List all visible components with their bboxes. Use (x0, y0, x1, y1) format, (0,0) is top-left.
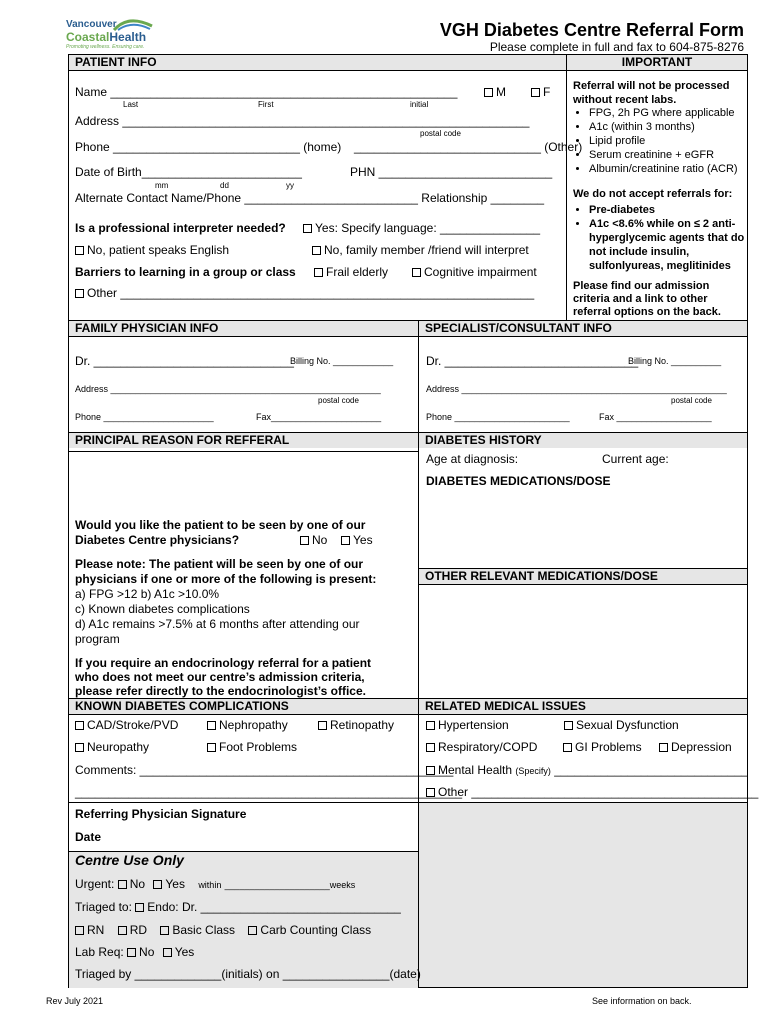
important-lead: Referral will not be processed without recent labs. (573, 80, 730, 106)
barriers-label: Barriers to learning in a group or class (75, 265, 296, 279)
section-patient-info: PATIENT INFO (69, 55, 566, 70)
criteria-d-1: d) A1c remains >7.5% at 6 months after attending our (75, 617, 360, 631)
section-related-issues: RELATED MEDICAL ISSUES (419, 699, 747, 714)
foot-problems-checkbox[interactable]: Foot Problems (207, 740, 297, 754)
specialist-address-field[interactable]: Address _____________________________________________________ (426, 384, 727, 394)
reason-question-2: Diabetes Centre physicians? (75, 533, 240, 547)
diabetes-medications-label: DIABETES MEDICATIONS/DOSE (426, 474, 611, 488)
logo-health: Health (109, 30, 147, 44)
section-other-medications: OTHER RELEVANT MEDICATIONS/DOSE (419, 569, 747, 584)
family-billing-field[interactable]: Billing No. ____________ (290, 356, 394, 366)
label-dd: dd (220, 181, 229, 190)
lab-item: • Albumin/creatinine ratio (ACR) (589, 162, 761, 176)
label-mm: mm (155, 181, 169, 190)
reason-note-2: physicians if one or more of the following is present: (75, 572, 377, 586)
urgent-yes-checkbox[interactable]: Yes (153, 877, 185, 891)
label-postal: postal code (420, 129, 461, 138)
triaged-to-row: Triaged to: Endo: Dr. ______________________________ (75, 900, 401, 914)
section-diabetes-history: DIABETES HISTORY (419, 433, 747, 448)
related-other-checkbox[interactable]: Other ___________________________________________ (426, 785, 758, 799)
retinopathy-checkbox[interactable]: Retinopathy (318, 718, 394, 732)
criteria-d-2: program (75, 632, 120, 646)
depression-checkbox[interactable]: Depression (659, 740, 732, 754)
endo-note-1: If you require an endocrinology referral for a patient (75, 656, 372, 670)
logo-tagline: Promoting wellness. Ensuring care. (66, 44, 145, 50)
phone-home-field[interactable]: Phone ____________________________ (home) (75, 140, 342, 154)
labs-list (573, 106, 761, 176)
specialist-fax-field[interactable]: Fax ___________________ (599, 412, 712, 422)
urgent-no-checkbox[interactable]: No (118, 877, 145, 891)
lab-item: • Lipid profile (589, 134, 761, 148)
label-first: First (258, 100, 274, 109)
label-initial: initial (410, 100, 429, 109)
sexual-dysfunction-checkbox[interactable]: Sexual Dysfunction (564, 718, 679, 732)
lab-item: • FPG, 2h PG where applicable (589, 106, 761, 120)
gi-problems-checkbox[interactable]: GI Problems (563, 740, 642, 754)
exclusion-item: • A1c <8.6% while on ≤ 2 anti-hyperglycemic agents that do not include insulin, sulfonlyureas, meglitinides (589, 217, 761, 273)
neuropathy-checkbox[interactable]: Neuropathy (75, 740, 149, 754)
address-field[interactable]: Address _____________________________________________________________ (75, 114, 530, 128)
lab-req-yes-checkbox[interactable]: Yes (163, 945, 195, 959)
hypertension-checkbox[interactable]: Hypertension (426, 718, 509, 732)
endo-checkbox[interactable]: Endo: Dr. ______________________________ (135, 900, 401, 914)
phone-other-field[interactable]: ____________________________ (Other) (354, 140, 583, 154)
cognitive-impairment-checkbox[interactable]: Cognitive impairment (412, 265, 537, 279)
frail-elderly-checkbox[interactable]: Frail elderly (314, 265, 388, 279)
carb-counting-checkbox[interactable]: Carb Counting Class (248, 923, 371, 937)
logo (66, 16, 156, 52)
specialist-postal-label: postal code (671, 396, 712, 405)
see-physician-yes-checkbox[interactable]: Yes (341, 533, 373, 547)
exclusion-item: • Pre-diabetes (589, 203, 761, 217)
specialist-phone-field[interactable]: Phone _______________________ (426, 412, 570, 422)
endo-note-2: who does not meet our centre’s admission criteria, (75, 670, 365, 684)
current-age-field[interactable]: Current age: (602, 452, 669, 466)
interpreter-family-checkbox[interactable]: No, family member /friend will interpret (312, 243, 529, 257)
comments-field[interactable]: Comments: _______________________________________________ (75, 763, 454, 777)
respiratory-checkbox[interactable]: Respiratory/COPD (426, 740, 537, 754)
section-specialist: SPECIALIST/CONSULTANT INFO (419, 321, 747, 336)
interpreter-question: Is a professional interpreter needed? (75, 221, 286, 235)
comments-line-2[interactable]: __________________________________________________________ (75, 785, 463, 799)
signature-label: Referring Physician Signature (75, 807, 247, 821)
class-row (75, 923, 371, 937)
rd-checkbox[interactable]: RD (118, 923, 147, 937)
basic-class-checkbox[interactable]: Basic Class (160, 923, 235, 937)
no-accept-label: We do not accept referrals for: (573, 188, 733, 200)
logo-coastal: Coastal (66, 30, 110, 44)
reason-question-1: Would you like the patient to be seen by one of our (75, 518, 366, 532)
urgent-row: Urgent: No Yes within _____________________weeks (75, 877, 356, 891)
family-postal-label: postal code (318, 396, 359, 405)
see-physician-no-checkbox[interactable]: No (300, 533, 327, 547)
section-family-physician: FAMILY PHYSICIAN INFO (69, 321, 418, 336)
section-complications: KNOWN DIABETES COMPLICATIONS (69, 699, 418, 714)
pcis-panel (419, 803, 747, 987)
nephropathy-checkbox[interactable]: Nephropathy (207, 718, 288, 732)
admission-criteria-note: Please find our admission criteria and a link to other referral options on the back. (573, 280, 721, 318)
family-dr-field[interactable]: Dr. ______________________________ (75, 354, 294, 368)
lab-req-row: Lab Req: No Yes (75, 945, 195, 959)
revision-date: Rev July 2021 (46, 996, 104, 1006)
criteria-a-b: a) FPG >12 b) A1c >10.0% (75, 587, 220, 601)
dob-field[interactable]: Date of Birth________________________ (75, 165, 302, 179)
name-field[interactable]: Name ____________________________________________________ (75, 85, 458, 99)
lab-req-no-checkbox[interactable]: No (127, 945, 154, 959)
interpreter-yes-checkbox[interactable]: Yes: Specify language: _______________ (303, 221, 540, 235)
centre-use-title: Centre Use Only (75, 852, 184, 868)
family-fax-field[interactable]: Fax______________________ (256, 412, 382, 422)
important-title: IMPORTANT (567, 55, 747, 70)
lab-item: • A1c (within 3 months) (589, 120, 761, 134)
age-at-diagnosis-field[interactable]: Age at diagnosis: (426, 452, 519, 466)
interpreter-no-checkbox[interactable]: No, patient speaks English (75, 243, 229, 257)
reason-note-1: Please note: The patient will be seen by one of our (75, 557, 364, 571)
family-phone-field[interactable]: Phone ______________________ (75, 412, 214, 422)
see-back-note: See information on back. (592, 996, 692, 1006)
barriers-other-checkbox[interactable]: Other ______________________________________________________________ (75, 286, 534, 300)
cad-checkbox[interactable]: CAD/Stroke/PVD (75, 718, 178, 732)
alternate-contact-field[interactable]: Alternate Contact Name/Phone __________________________ Relationship ________ (75, 191, 545, 205)
weeks-field[interactable]: _____________________weeks (224, 880, 356, 890)
phn-field[interactable]: PHN __________________________ (350, 165, 553, 179)
exclusions-list (573, 203, 761, 273)
page-title: VGH Diabetes Centre Referral Form (439, 20, 744, 40)
endo-note-3: please refer directly to the endocrinologist’s office. (75, 684, 366, 698)
lab-item: • Serum creatinine + eGFR (589, 148, 761, 162)
specialist-billing-field[interactable]: Billing No. __________ (628, 356, 722, 366)
page-subtitle: Please complete in full and fax to 604-875-8276 (489, 40, 744, 54)
family-address-field[interactable]: Address ______________________________________________________ (75, 384, 381, 394)
mental-health-checkbox[interactable]: Mental Health (Specify) _____________________________ (426, 763, 748, 777)
sex-m-checkbox[interactable]: M (484, 85, 506, 99)
specialist-dr-field[interactable]: Dr. _____________________________ (426, 354, 639, 368)
label-yy: yy (286, 181, 294, 190)
criteria-c: c) Known diabetes complications (75, 602, 250, 616)
logo-line1: Vancouver (66, 19, 117, 30)
label-last: Last (123, 100, 139, 109)
rn-checkbox[interactable]: RN (75, 923, 104, 937)
sex-f-checkbox[interactable]: F (531, 85, 550, 99)
triaged-by-field[interactable]: Triaged by _____________(initials) on ________________(date) (75, 967, 421, 981)
section-principal-reason: PRINCIPAL REASON FOR REFFERAL (69, 433, 418, 448)
date-label: Date (75, 830, 102, 844)
